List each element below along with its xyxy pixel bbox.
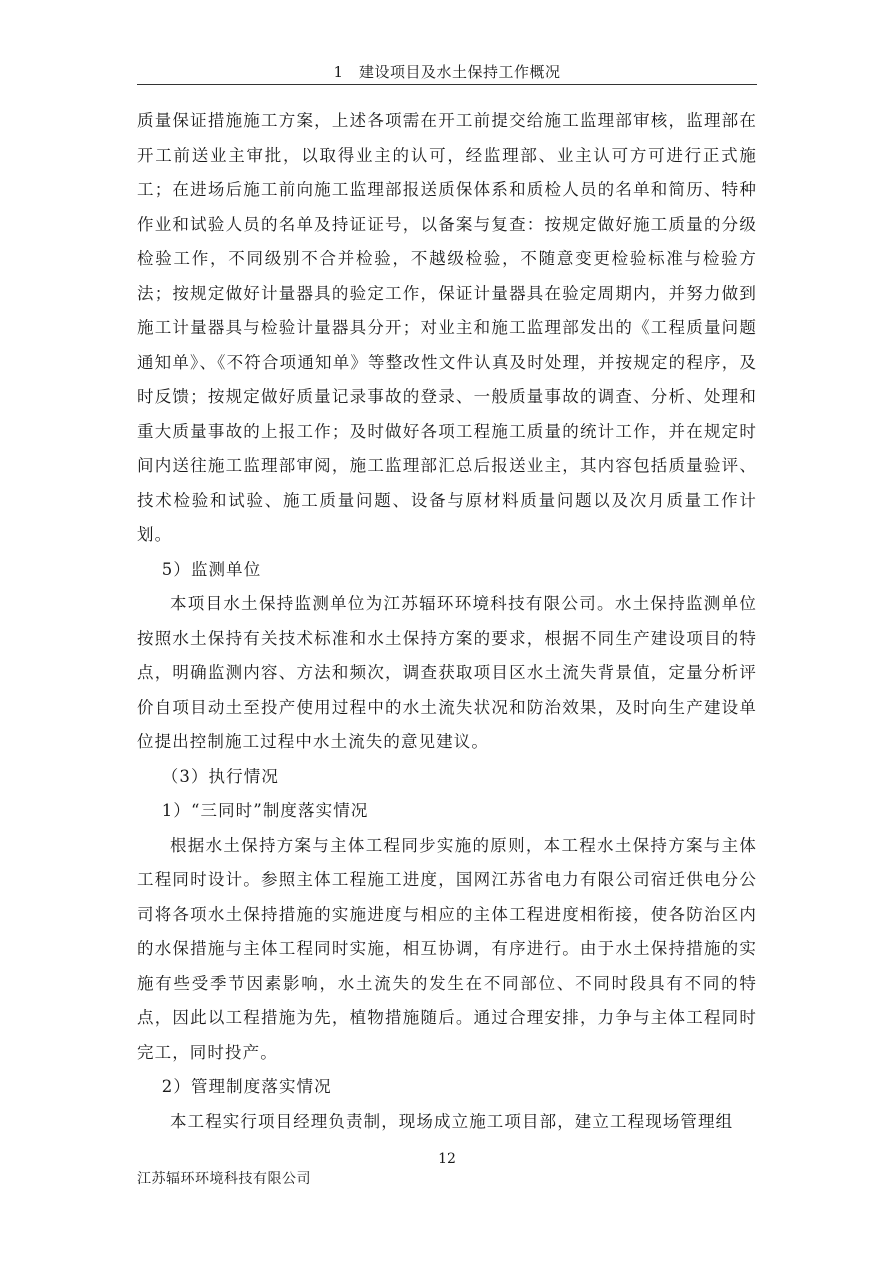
running-header: 1 建设项目及水土保持工作概况 xyxy=(333,63,561,81)
subheading-execution: （3）执行情况 xyxy=(161,766,279,786)
page-number: 12 xyxy=(438,1151,456,1167)
footer-company-name: 江苏辐环环境科技有限公司 xyxy=(137,1171,311,1187)
body-paragraph-continuation: 质量保证措施施工方案，上述各项需在开工前提交给施工监理部审核，监理部在开工前送业主审批，以取得业主的认可，经监理部、业主认可方可进行正式施工；在进场后施工前向施工监理部报送质保体系和质检人员的名单和简历、特种作业和试验人员的名单及持证证号，以备案与复查：按规定做好施工质量的分级检验工作，不同级别不合并检验，不越级检验，不随意变更检验标准与检验方法；按规定做好计量器具的验定工作，保证计量器具在验定周期内，并努力做到施工计量器具与检验计量器具分开；对业主和施工监理部发出的《工程质量问题通知单》、《不符合项通知单》等整改性文件认真及时处理，并按规定的程序，及时反馈；按规定做好质量记录事故的登录、一般质量事故的调查、分析、处理和重大质量事故的上报工作；及时做好各项工程施工质量的统计工作，并在规定时间内送往施工监理部审阅，施工监理部汇总后报送业主，其内容包括质量验评、技术检验和试验、施工质量问题、设备与原材料质量问题以及次月质量工作计划。 xyxy=(137,111,757,544)
body-paragraph-three-simultaneous: 根据水土保持方案与主体工程同步实施的原则，本工程水土保持方案与主体工程同时设计。参照主体工程施工进度，国网江苏省电力有限公司宿迁供电分公司将各项水土保持措施的实施进度与相应的主体工程进度相衔接，使各防治区内的水保措施与主体工程同时实施，相互协调，有序进行。由于水土保持措施的实施有些受季节因素影响，水土流失的发生在不同部位、不同时段具有不同的特点，因此以工程措施为先，植物措施随后。通过合理安排，力争与主体工程同时完工，同时投产。 xyxy=(137,835,757,1062)
document-body xyxy=(137,104,757,1139)
subheading-monitoring-unit: 5）监测单位 xyxy=(161,559,262,579)
subheading-three-simultaneous: 1）“三同时”制度落实情况 xyxy=(161,801,369,820)
subheading-management-system: 2）管理制度落实情况 xyxy=(161,1077,332,1096)
header-divider xyxy=(137,84,757,85)
body-paragraph-management: 本工程实行项目经理负责制，现场成立施工项目部，建立工程现场管理组 xyxy=(170,1111,734,1131)
body-paragraph-monitoring: 本项目水土保持监测单位为江苏辐环环境科技有限公司。水土保持监测单位按照水土保持有关技术标准和水土保持方案的要求，根据不同生产建设项目的特点，明确监测内容、方法和频次，调查获取项目区水土流失背景值，定量分析评价自项目动土至投产使用过程中的水土流失状况和防治效果，及时向生产建设单位提出控制施工过程中水土流失的意见建议。 xyxy=(137,594,757,751)
